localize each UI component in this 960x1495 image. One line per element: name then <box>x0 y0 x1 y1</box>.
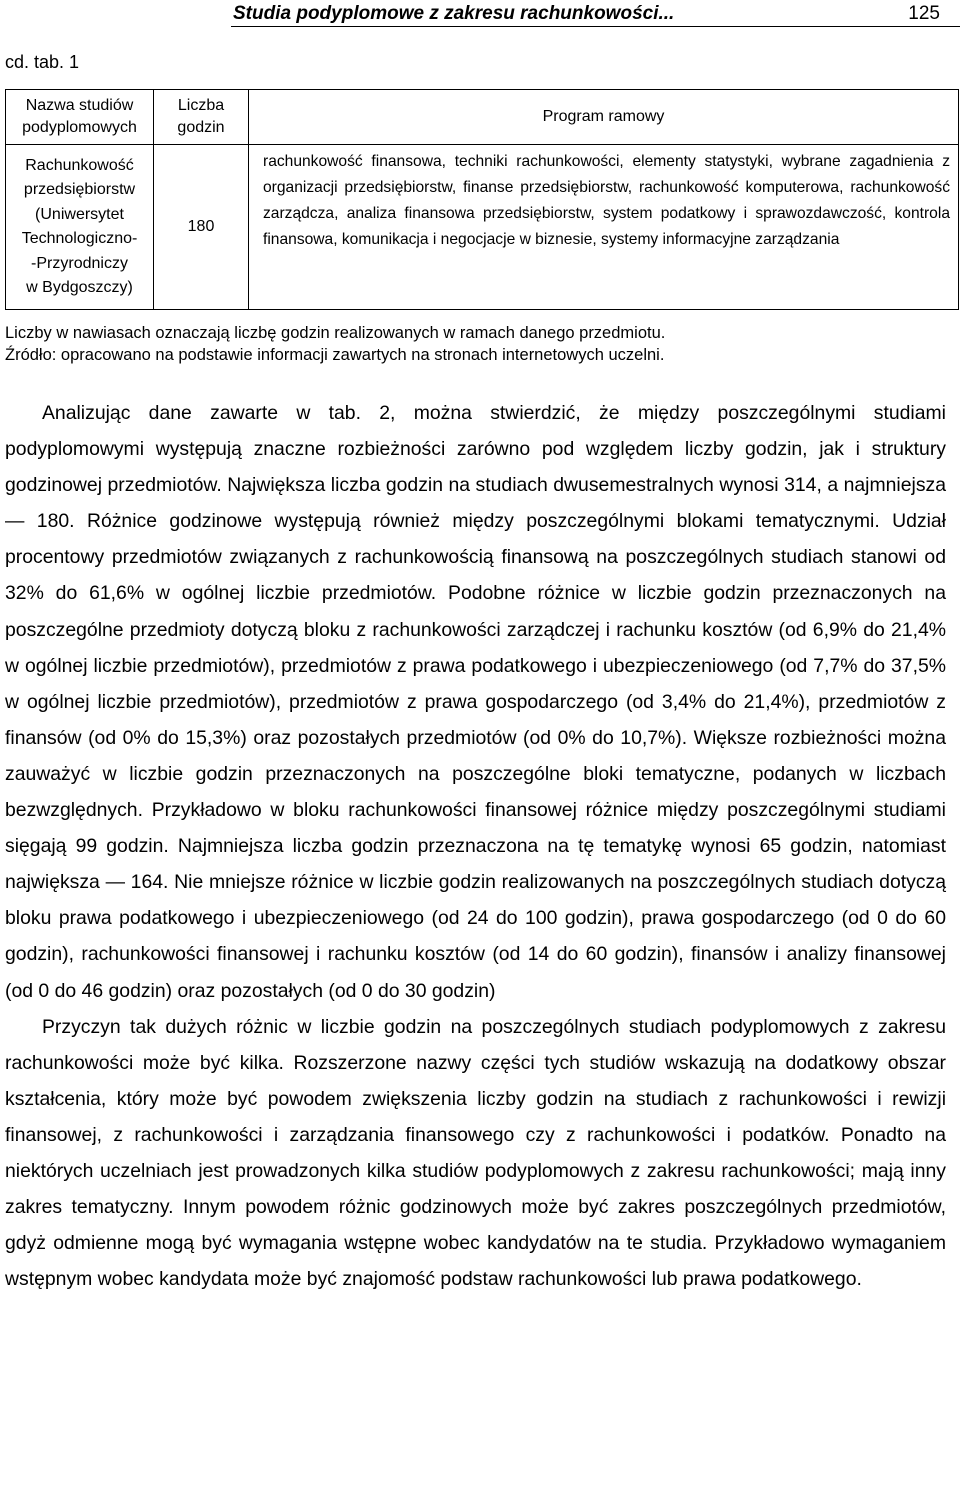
header-name-line-1: Nazwa studiów <box>25 97 134 114</box>
studies-name-line: przedsiębiorstw <box>23 181 136 198</box>
table-source: Źródło: opracowano na podstawie informacji zawartych na stronach internetowych uczelni. <box>5 346 665 364</box>
running-header-title: Studia podyplomowe z zakresu rachunkowości... <box>233 3 675 24</box>
program-cell: rachunkowość finansowa, techniki rachunkowości, elementy statystyki, wybrane zagadnienia z organizacji przedsiębiorstw, finanse przedsiębiorstw, rachunkowość komputerowa, rachunkowość zarządcza, analiza finansowa przedsiębiorstw, system podatkowy i sprawozdawczość, kontrola finansowa, komunikacja i negocjacje w biznesie, systemy informacyjne zarządzania <box>249 145 959 310</box>
studies-name-line: Rachunkowość <box>25 156 134 174</box>
header-program-cell: Program ramowy <box>249 90 959 145</box>
table-caption: cd. tab. 1 <box>5 52 80 72</box>
header-hours-cell <box>154 90 249 145</box>
table-note: Liczby w nawiasach oznaczają liczbę godzin realizowanych w ramach danego przedmiotu. <box>5 324 666 342</box>
studies-name-line: (Uniwersytet <box>35 205 124 223</box>
table-row <box>6 145 959 310</box>
paragraph: Przyczyn tak dużych różnic w liczbie godzin na poszczególnych studiach podyplomowych z zakresu rachunkowości może być kilka. Rozszerzone nazwy części tych studiów wskazują na dodatkowy obszar kształcenia, który może być powodem zwiększenia liczby godzin na studiach z rachunkowości i rewizji finansowej, z rachunkowości i zarządzania finansowego czy z rachunkowości i podatków. Ponadto na niektórych uczelniach jest prowadzonych kilka studiów podyplomowych z zakresu rachunkowości; mają inny zakres tematyczny. Innym powodem różnic godzinowych może być zakres poszczególnych przedmiotów, gdyż odmienne mogą być wymagania wstępne wobec kandydatów na te studia. Przykładowo wymaganiem wstępnym wobec kandydata może być znajomość podstaw rachunkowości lub prawa podatkowego. <box>5 1015 946 1291</box>
studies-name-line: w Bydgoszczy) <box>26 279 133 296</box>
program-table <box>5 89 959 310</box>
header-hours-line-1: Liczba <box>177 97 225 114</box>
studies-name-line: -Przyrodniczy <box>31 254 128 272</box>
header-name-line-2: podyplomowych <box>22 119 137 136</box>
header-rule <box>231 26 960 27</box>
studies-name-cell <box>6 145 154 310</box>
paragraph: Analizując dane zawarte w tab. 2, można stwierdzić, że między poszczególnymi studiami podyplomowymi występują znaczne rozbieżności zarówno pod względem liczby godzin, jak i struktury godzinowej przedmiotów. Największa liczba godzin na studiach dwusemestralnych wynosi 314, a najmniejsza — 180. Różnice godzinowe występują również między poszczególnymi blokami tematycznymi. Udział procentowy przedmiotów związanych z rachunkowością finansową na poszczególnych studiach stanowi od 32% do 61,6% w ogólnej liczbie przedmiotów. Podobne różnice w liczbie godzin przeznaczonych na poszczególne przedmioty dotyczą bloku z rachunkowości zarządczej i rachunku kosztów (od 6,9% do 21,4% w ogólnej liczbie przedmiotów), przedmiotów z prawa podatkowego i ubezpieczeniowego (od 7,7% do 37,5% w ogólnej liczbie przedmiotów), przedmiotów z prawa gospodarczego (od 3,4% do 21,4%), przedmiotów z finansów (od 0% do 15,3%) oraz pozostałych przedmiotów (od 0% do 10,7%). Większe rozbieżności można zauważyć w liczbie godzin przeznaczonych na poszczególne bloki tematyczne, podanych w liczbach bezwzględnych. Przykładowo w bloku rachunkowości finansowej różnice między poszczególnymi studiami sięgają 99 godzin. Najmniejsza liczba godzin przeznaczona na tę tematykę wynosi 65 godzin, natomiast największa — 164. Nie mniejsze różnice w liczbie godzin realizowanych na poszczególnych studiach dotyczą bloku prawa podatkowego i ubezpieczeniowego (od 24 do 100 godzin), prawa gospodarczego (od 0 do 60 godzin), rachunkowości finansowej i rachunku kosztów (od 14 do 60 godzin), finansów i analizy finansowej (od 0 do 46 godzin) oraz pozostałych (od 0 do 30 godzin) <box>5 402 946 1002</box>
page-number: 125 <box>908 3 940 24</box>
hours-cell: 180 <box>154 145 249 310</box>
header-name-cell <box>6 90 154 145</box>
header-hours-line-2: godzin <box>177 119 225 136</box>
studies-name-line: Technologiczno- <box>21 230 138 247</box>
table-header-row <box>6 90 959 145</box>
running-header <box>0 0 960 28</box>
table-notes <box>5 322 665 366</box>
body-text <box>5 395 946 1297</box>
